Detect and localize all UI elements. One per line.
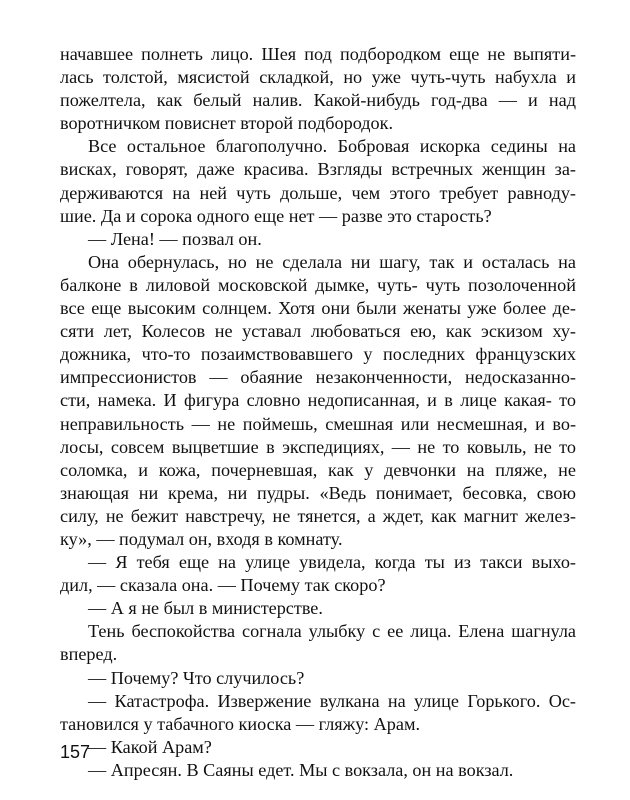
text-line: держиваются на ней чуть дольше, чем этого требует равноду- bbox=[60, 182, 576, 203]
text-line: дожника, что-то позаимствовавшего у последних французских bbox=[60, 344, 576, 365]
text-line: — Почему? Что случилось? bbox=[88, 667, 305, 688]
text-line: — Катастрофа. Извержение вулкана на улице Горького. Ос- bbox=[88, 690, 576, 711]
text-line: — Лена! — позвал он. bbox=[88, 228, 262, 249]
text-line: начавшее полнеть лицо. Шея под подбородком еще не выпяти- bbox=[60, 44, 576, 64]
text-line: Все остальное благополучно. Бобровая искорка седины на bbox=[88, 136, 576, 157]
text-line: Тень беспокойства согнала улыбку с ее лица. Елена шагнула bbox=[88, 621, 576, 642]
text-line: все еще высоким солнцем. Хотя они были женаты уже более де- bbox=[60, 298, 576, 319]
text-line: — Какой Арам? bbox=[88, 736, 212, 757]
text-line: — Апресян. В Саяны едет. Мы с вокзала, он на вокзал. bbox=[88, 759, 514, 780]
text-line: Она обернулась, но не сделала ни шагу, так и осталась на bbox=[88, 251, 576, 272]
text-line: висках, говорят, даже красива. Взгляды встречных женщин за- bbox=[60, 159, 576, 180]
text-line: воротничком повиснет второй подбородок. bbox=[60, 113, 394, 134]
text-line: тановился у табачного киоска — гляжу: Арам. bbox=[60, 713, 421, 734]
text-line: знающая ни крема, ни пудры. «Ведь понимает, бесовка, свою bbox=[60, 482, 576, 503]
page-number: 157 bbox=[60, 742, 91, 762]
text-line: ку», — подумал он, входя в комнату. bbox=[60, 528, 343, 549]
text-line: сяти лет, Колесов не уставал любоваться ею, как эскизом ху- bbox=[60, 321, 576, 342]
text-line: вперед. bbox=[60, 644, 118, 665]
text-line: силу, не бежит навстречу, не тянется, а ждет, как магнит желез- bbox=[60, 505, 576, 526]
text-line: лась толстой, мясистой складкой, но уже чуть-чуть набухла и bbox=[60, 67, 576, 88]
text-line: пожелтела, как белый налив. Какой-нибудь год-два — и над bbox=[60, 90, 576, 111]
text-line: балконе в лиловой московской дымке, чуть- чуть позолоченной bbox=[60, 274, 576, 295]
text-line: сти, намека. И фигура словно недописанная, и в лице какая- то bbox=[60, 390, 576, 411]
body-text bbox=[60, 43, 576, 782]
text-line: лосы, совсем выцветшие в экспедициях, — не то ковыль, не то bbox=[60, 436, 576, 457]
text-line: шие. Да и сорока одного еще нет — разве это старость? bbox=[60, 205, 492, 226]
text-line: — Я тебя еще на улице увидела, когда ты из такси выхо- bbox=[88, 552, 576, 573]
text-line: соломка, и кожа, почерневшая, как у девчонки на пляже, не bbox=[60, 459, 576, 480]
text-line: дил, — сказала она. — Почему так скоро? bbox=[60, 575, 386, 596]
text-line: импрессионистов — обаяние незаконченности, недосказанно- bbox=[60, 367, 576, 388]
text-line: неправильность — не поймешь, смешная или несмешная, и во- bbox=[60, 413, 576, 434]
text-line: — А я не был в министерстве. bbox=[88, 598, 323, 619]
